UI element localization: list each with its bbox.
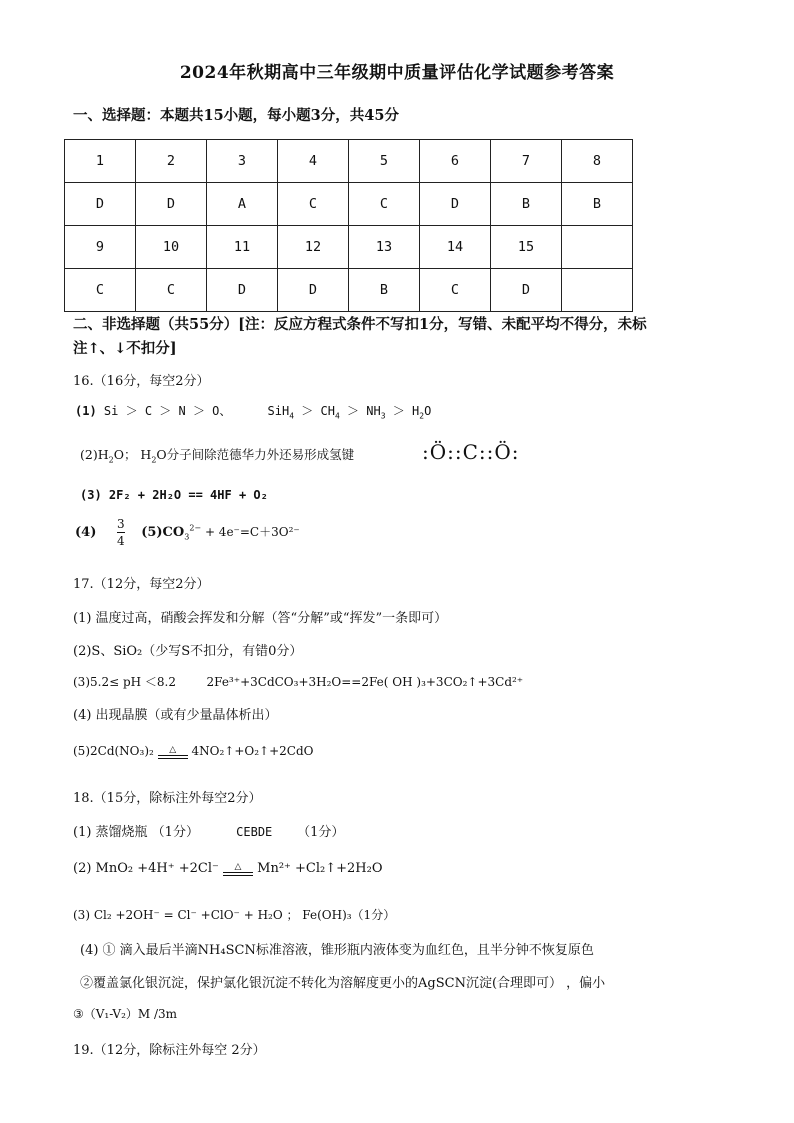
q19-header: 19.（12分，除标注外每空 2分）	[73, 1043, 266, 1058]
table-cell: 6	[420, 140, 491, 183]
fraction	[117, 516, 125, 549]
table-row	[65, 183, 633, 226]
q18-answer-3: (3) Cl₂ +2OH⁻ = Cl⁻ +ClO⁻ + H₂O ； Fe(OH)₃（1分）	[73, 908, 396, 922]
q16-answer-1	[75, 402, 431, 420]
table-row	[65, 140, 633, 183]
section-2-heading-cont: 注↑、↓不扣分]	[73, 340, 177, 357]
q16-a1-label: (1)	[75, 404, 97, 418]
table-cell: 12	[278, 226, 349, 269]
table-cell: D	[278, 269, 349, 312]
section-2-heading: 二、非选择题（共55分）[注：反应方程式条件不写扣1分，写错、未配平均不得分，未标	[73, 316, 647, 333]
table-cell: 1	[65, 140, 136, 183]
table-row	[65, 269, 633, 312]
q16-answer-2	[80, 445, 354, 465]
page-title: 2024年秋期高中三年级期中质量评估化学试题参考答案	[179, 63, 615, 83]
q18-a1-part1: (1) 蒸馏烧瓶 （1分）	[73, 825, 199, 840]
q18-answer-2	[73, 861, 383, 876]
table-cell: D	[136, 183, 207, 226]
q16-answer-4-5	[75, 516, 300, 549]
q17-answer-2: (2)S、SiO₂（少写S不扣分，有错0分）	[73, 644, 303, 659]
table-cell: C	[65, 269, 136, 312]
table-cell: B	[491, 183, 562, 226]
q16-a1-f: O	[424, 404, 432, 418]
co2-lewis-structure: :Ö::C::Ö:	[422, 440, 520, 464]
table-cell: A	[207, 183, 278, 226]
q17-a5-left: (5)2Cd(NO₃)₂	[73, 744, 154, 758]
table-cell: 5	[349, 140, 420, 183]
q16-answer-3: (3) 2F₂ + 2H₂O == 4HF + O₂	[80, 488, 268, 502]
q18-answer-4-1: (4) ① 滴入最后半滴NH₄SCN标准溶液，锥形瓶内液体变为血红色，且半分钟不恢复原色	[80, 943, 594, 958]
sub: 2	[419, 411, 425, 421]
table-cell: C	[136, 269, 207, 312]
table-cell: B	[562, 183, 633, 226]
table-cell	[562, 226, 633, 269]
table-cell: 14	[420, 226, 491, 269]
q16-a5: (5)CO	[141, 525, 185, 540]
table-cell: 11	[207, 226, 278, 269]
table-cell: 8	[562, 140, 633, 183]
q16-a1-b: SiH	[267, 404, 290, 418]
q18-answer-4-2: ②覆盖氯化银沉淀，保护氯化银沉淀不转化为溶解度更小的AgSCN沉淀(合理即可） ，偏小	[80, 976, 606, 991]
answer-table	[64, 139, 633, 312]
sub: 2	[151, 455, 157, 465]
table-cell: 2	[136, 140, 207, 183]
sub: 3	[184, 532, 190, 542]
q16-a1-text: Si ＞ C ＞ N ＞ O、	[103, 404, 232, 418]
q18-a2-right: Mn²⁺ +Cl₂↑+2H₂O	[257, 861, 383, 876]
q16-a4-label: (4)	[75, 525, 97, 540]
table-cell: D	[65, 183, 136, 226]
table-cell: C	[349, 183, 420, 226]
table-row	[65, 226, 633, 269]
table-cell: D	[207, 269, 278, 312]
q16-a1-d: ＞ NH	[347, 404, 381, 418]
table-cell: D	[491, 269, 562, 312]
q17-ph-range: (3)5.2≤ pH ＜8.2	[73, 675, 176, 689]
q18-header: 18.（15分，除标注外每空2分）	[73, 791, 262, 806]
table-cell: 9	[65, 226, 136, 269]
q18-a1-part2: CEBDE	[236, 825, 273, 839]
equals-sign	[158, 755, 188, 759]
table-cell: 3	[207, 140, 278, 183]
heating-condition	[158, 745, 188, 759]
sub: 3	[380, 411, 386, 421]
q17-equation: 2Fe³⁺+3CdCO₃+3H₂O==2Fe( OH )₃+3CO₂↑+3Cd²⁺	[206, 675, 524, 689]
fraction-denominator: 4	[117, 534, 125, 548]
sub: 2	[108, 455, 114, 465]
heat-symbol: △	[169, 744, 177, 755]
q16-a5-rest: + 4e⁻=C＋3O²⁻	[201, 525, 300, 539]
sub: 4	[289, 411, 295, 421]
equals-sign	[223, 872, 253, 876]
fraction-numerator: 3	[117, 517, 125, 531]
q16-a1-e: ＞ H	[392, 404, 420, 418]
q18-a1-part3: （1分）	[297, 825, 345, 840]
q16-a2-text2: O分子间除范德华力外还易形成氢键	[156, 447, 355, 462]
q16-header: 16.（16分，每空2分）	[73, 374, 210, 389]
table-cell	[562, 269, 633, 312]
heat-symbol: △	[234, 861, 242, 872]
q16-a2-text: O； H	[113, 447, 152, 462]
q17-answer-1: (1) 温度过高，硝酸会挥发和分解（答“分解”或“挥发”一条即可）	[73, 611, 448, 626]
q17-header: 17.（12分，每空2分）	[73, 577, 210, 592]
table-cell: 13	[349, 226, 420, 269]
q18-a2-left: (2) MnO₂ +4H⁺ +2Cl⁻	[73, 861, 219, 876]
sup: 2−	[189, 523, 202, 533]
table-cell: 4	[278, 140, 349, 183]
table-cell: 10	[136, 226, 207, 269]
table-cell: B	[349, 269, 420, 312]
table-cell: 7	[491, 140, 562, 183]
table-cell: C	[278, 183, 349, 226]
q18-answer-1	[73, 821, 344, 840]
q17-answer-3	[73, 673, 523, 690]
heating-condition	[223, 862, 253, 876]
sub: 4	[334, 411, 340, 421]
table-cell: 15	[491, 226, 562, 269]
table-cell: C	[420, 269, 491, 312]
table-cell: D	[420, 183, 491, 226]
q17-a5-right: 4NO₂↑+O₂↑+2CdO	[191, 744, 314, 758]
q16-a2-label: (2)H	[80, 447, 109, 462]
q18-answer-4-3: ③（V₁-V₂）M /3m	[73, 1007, 178, 1021]
q17-answer-5	[73, 744, 313, 759]
q16-a1-c: ＞ CH	[301, 404, 335, 418]
q17-answer-4: (4) 出现晶膜（或有少量晶体析出）	[73, 708, 278, 723]
section-1-heading: 一、选择题：本题共15小题，每小题3分，共45分	[73, 107, 399, 124]
